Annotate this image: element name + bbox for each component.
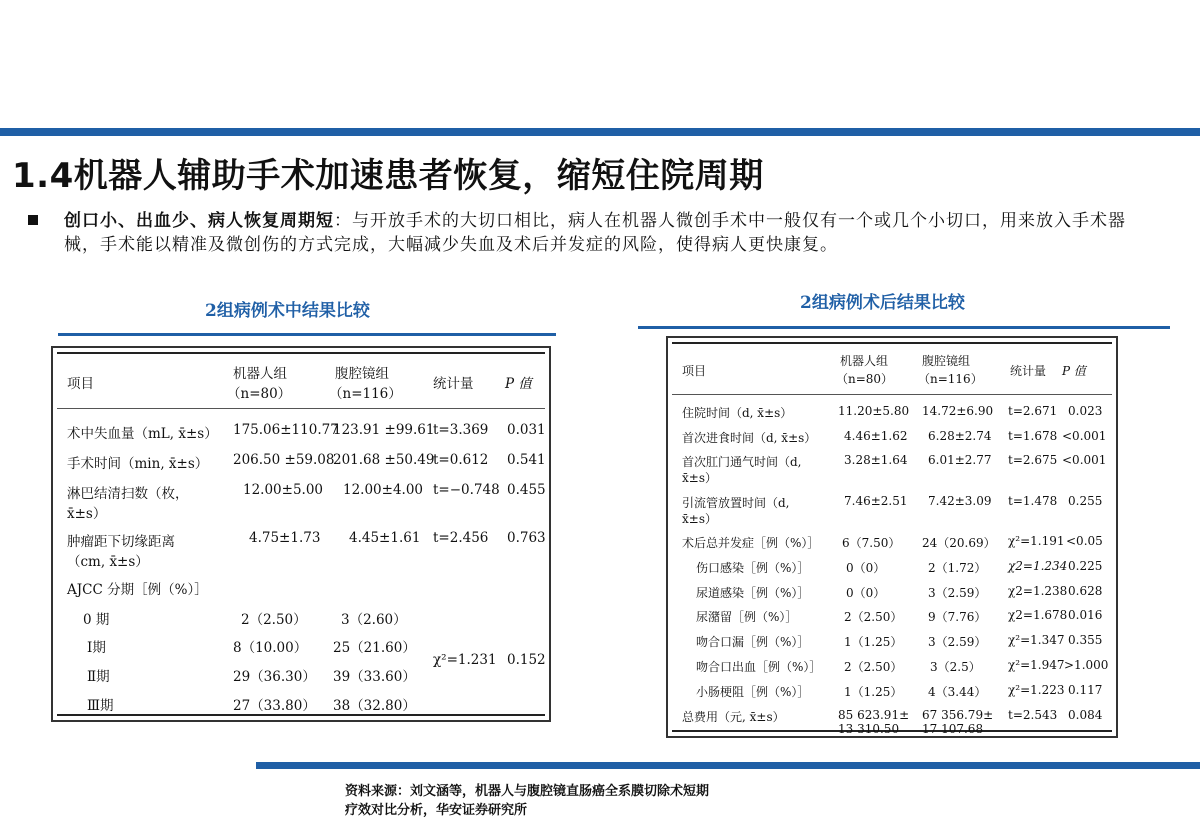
row-robot: 2（2.50） <box>241 612 307 628</box>
row-lap: 25（21.60） <box>333 640 416 656</box>
source-line-2: 疗效对比分析，华安证券研究所 <box>345 803 528 818</box>
row-lap: 6.28±2.74 <box>928 429 992 443</box>
header-item: 项目 <box>682 364 707 378</box>
row-lap-cont: 17 107.68 <box>922 722 984 736</box>
row-stat: t=2.543 <box>1008 708 1058 722</box>
row-stat: χ²=1.947 <box>1008 658 1065 672</box>
header-robot: 机器人组 <box>233 366 287 382</box>
row-item: 术中失血量（mL, x̄±s） <box>67 426 218 442</box>
row-item: 淋巴结清扫数（枚， <box>67 486 189 502</box>
row-p: 0.225 <box>1068 559 1103 573</box>
row-item: 0 期 <box>83 612 110 628</box>
row-lap: 2（1.72） <box>928 561 987 575</box>
row-lap: 12.00±4.00 <box>343 482 424 498</box>
right-table-caption: 2组病例术后结果比较 <box>800 293 965 313</box>
row-robot: 1（1.25） <box>844 685 903 699</box>
bottom-accent-bar <box>256 762 1200 769</box>
row-p: 0.031 <box>507 422 546 438</box>
row-robot: 12.00±5.00 <box>243 482 324 498</box>
row-item: Ⅱ期 <box>87 669 110 685</box>
row-stat: t=2.456 <box>433 530 489 546</box>
row-robot: 6（7.50） <box>842 536 901 550</box>
row-stat: χ2=1.234 <box>1008 559 1068 573</box>
row-item: 首次进食时间（d, x̄±s） <box>682 431 817 445</box>
row-item: 总费用（元, x̄±s） <box>682 710 785 724</box>
table-frame <box>57 352 545 716</box>
row-stat: t=0.612 <box>433 452 489 468</box>
row-p: 0.084 <box>1068 708 1103 722</box>
row-p: 0.763 <box>507 530 546 546</box>
header-lap: 腹腔镜组 <box>335 366 389 382</box>
intraoperative-results-table <box>51 346 551 722</box>
header-rule <box>57 408 545 409</box>
row-robot: 11.20±5.80 <box>838 404 910 418</box>
row-p: 0.541 <box>507 452 546 468</box>
row-stat: t=1.678 <box>1008 429 1058 443</box>
row-robot: 3.28±1.64 <box>844 453 908 467</box>
page-title: 1.4机器人辅助手术加速患者恢复，缩短住院周期 <box>12 156 764 196</box>
row-stat: χ2=1.238 <box>1008 584 1068 598</box>
row-lap: 14.72±6.90 <box>922 404 994 418</box>
row-item: 引流管放置时间（d, <box>682 496 790 510</box>
header-robot: 机器人组 <box>840 354 889 368</box>
header-p: P 值 <box>505 376 532 392</box>
bullet-lead: 创口小、出血少、病人恢复周期短 <box>64 211 334 231</box>
row-p: 0.628 <box>1068 584 1103 598</box>
row-robot: 2（2.50） <box>844 610 903 624</box>
header-rule <box>672 394 1112 395</box>
row-robot: 85 623.91± <box>838 708 910 722</box>
row-robot: 29（36.30） <box>233 669 316 685</box>
header-p: P 值 <box>1062 364 1086 378</box>
row-item: 首次肛门通气时间（d, <box>682 455 802 469</box>
row-lap: 67 356.79± <box>922 708 994 722</box>
row-lap: 3（2.59） <box>928 586 987 600</box>
row-item: 伤口感染［例（%）］ <box>696 561 810 575</box>
row-item: 小肠梗阻［例（%）］ <box>696 685 810 699</box>
right-caption-rule <box>638 326 1170 329</box>
row-robot: 0（0） <box>846 561 886 575</box>
row-robot: 7.46±2.51 <box>844 494 908 508</box>
row-item: 吻合口出血［例（%）］ <box>696 660 822 674</box>
row-lap: 3（2.60） <box>341 612 407 628</box>
row-lap: 201.68 ±50.49 <box>333 452 435 468</box>
row-p: >1.000 <box>1064 658 1109 672</box>
row-p: 0.016 <box>1068 608 1103 622</box>
row-item: AJCC 分期［例（%）］ <box>67 582 208 598</box>
bullet-paragraph <box>64 209 1154 257</box>
row-item: 住院时间（d, x̄±s） <box>682 406 793 420</box>
row-item: 吻合口漏［例（%）］ <box>696 635 810 649</box>
row-lap: 24（20.69） <box>922 536 996 550</box>
row-p: 0.023 <box>1068 404 1103 418</box>
ajcc-stat: χ²=1.231 <box>433 652 497 668</box>
row-lap: 7.42±3.09 <box>928 494 992 508</box>
row-item-cont: （cm, x̄±s） <box>67 554 149 570</box>
row-item-cont: x̄±s） <box>682 471 717 485</box>
row-p: 0.255 <box>1068 494 1103 508</box>
row-robot: 206.50 ±59.08 <box>233 452 335 468</box>
source-note <box>345 782 709 820</box>
row-lap: 39（33.60） <box>333 669 416 685</box>
row-lap: 6.01±2.77 <box>928 453 992 467</box>
row-stat: t=1.478 <box>1008 494 1058 508</box>
row-lap: 4（3.44） <box>928 685 987 699</box>
row-robot: 4.75±1.73 <box>249 530 321 546</box>
header-lap-n: （n=116） <box>329 386 402 402</box>
row-robot: 175.06±110.77 <box>233 422 339 438</box>
header-stat: 统计量 <box>1010 364 1047 378</box>
postoperative-results-table <box>666 336 1118 738</box>
header-item: 项目 <box>67 376 94 392</box>
source-line-1: 资料来源：刘文涵等，机器人与腹腔镜直肠癌全系膜切除术短期 <box>345 784 710 799</box>
row-lap: 9（7.76） <box>928 610 987 624</box>
header-stat: 统计量 <box>433 376 474 392</box>
header-robot-n: （n=80） <box>227 386 292 402</box>
row-stat: χ²=1.347 <box>1008 633 1065 647</box>
row-stat: χ²=1.191 <box>1008 534 1065 548</box>
left-table-caption: 2组病例术中结果比较 <box>205 301 370 321</box>
row-p: 0.117 <box>1068 683 1103 697</box>
row-item: Ⅲ期 <box>87 698 114 714</box>
row-robot: 0（0） <box>846 586 886 600</box>
row-item: 肿瘤距下切缘距离 <box>67 534 175 550</box>
row-stat: t=2.675 <box>1008 453 1058 467</box>
row-lap: 123.91 ±99.61 <box>333 422 435 438</box>
table-frame <box>672 342 1112 736</box>
header-lap-n: （n=116） <box>918 372 983 386</box>
row-item: Ⅰ期 <box>87 640 106 656</box>
row-p: <0.05 <box>1066 534 1103 548</box>
row-item: 尿潴留［例（%）］ <box>696 610 798 624</box>
row-lap: 4.45±1.61 <box>349 530 421 546</box>
row-lap: 38（32.80） <box>333 698 416 714</box>
row-item-cont: x̄±s） <box>682 512 717 526</box>
row-item: 手术时间（min, x̄±s） <box>67 456 209 472</box>
row-robot-cont: 13 310.50 <box>838 722 900 736</box>
row-stat: t=3.369 <box>433 422 489 438</box>
bullet-body: ：与开放手术的大切口相比，病人在机器人微创手术中一般仅有一个或几个小切口，用来放入手术器械，手术能以精准及微创伤的方式完成，大幅减少失血及术后并发症的风险，使得病人更快康复。 <box>64 211 1126 255</box>
row-p: 0.355 <box>1068 633 1103 647</box>
header-lap: 腹腔镜组 <box>922 354 971 368</box>
row-robot: 1（1.25） <box>844 635 903 649</box>
row-item: 尿道感染［例（%）］ <box>696 586 810 600</box>
row-item: 术后总并发症［例（%）］ <box>682 536 820 550</box>
ajcc-p: 0.152 <box>507 652 546 668</box>
row-lap: 3（2.5） <box>930 660 981 674</box>
row-robot: 27（33.80） <box>233 698 316 714</box>
row-robot: 8（10.00） <box>233 640 308 656</box>
row-stat: t=−0.748 <box>433 482 500 498</box>
bullet-marker <box>28 215 38 225</box>
top-accent-bar <box>0 128 1200 136</box>
row-p: <0.001 <box>1062 453 1107 467</box>
row-p: 0.455 <box>507 482 546 498</box>
row-p: <0.001 <box>1062 429 1107 443</box>
row-item-cont: x̄±s） <box>67 506 107 522</box>
header-robot-n: （n=80） <box>836 372 894 386</box>
row-stat: χ²=1.223 <box>1008 683 1065 697</box>
row-robot: 4.46±1.62 <box>844 429 908 443</box>
row-robot: 2（2.50） <box>844 660 903 674</box>
left-caption-rule <box>58 333 556 336</box>
row-stat: t=2.671 <box>1008 404 1058 418</box>
row-stat: χ2=1.678 <box>1008 608 1068 622</box>
row-lap: 3（2.59） <box>928 635 987 649</box>
